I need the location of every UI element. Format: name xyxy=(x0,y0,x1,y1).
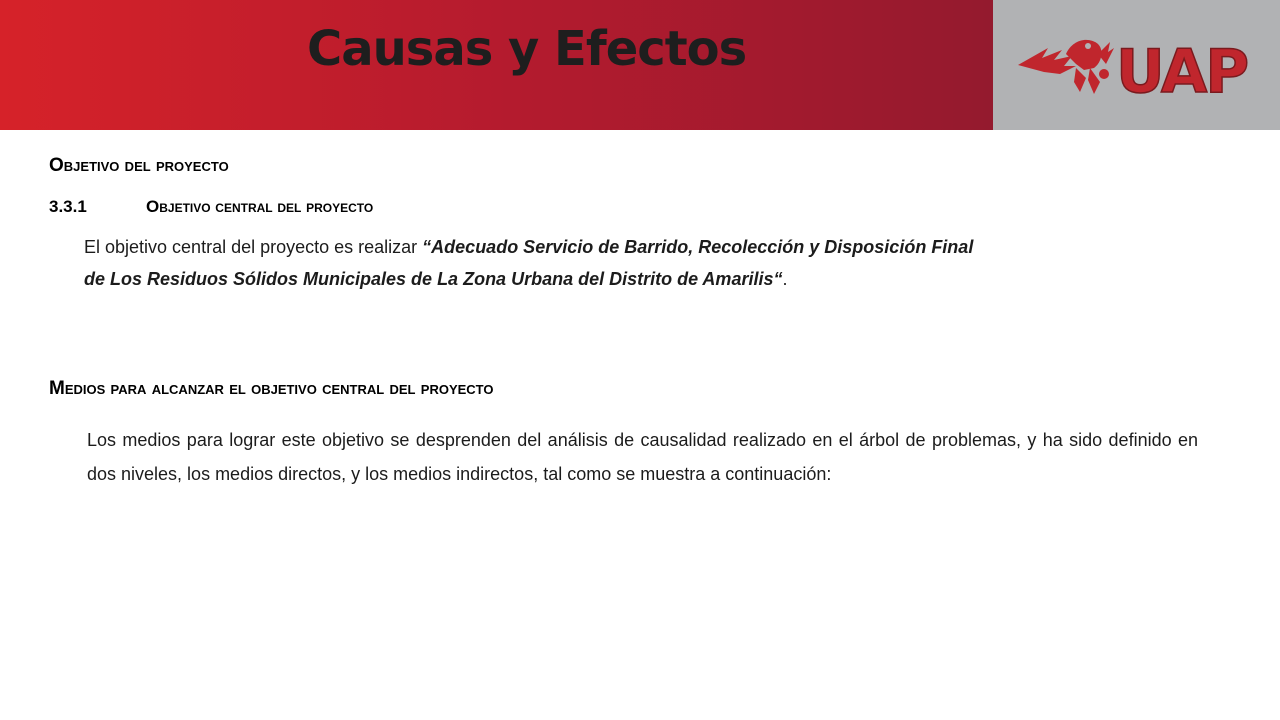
uap-logo-text: UAP xyxy=(1116,37,1248,100)
medios-paragraph: Los medios para lograr este objetivo se desprenden del análisis de causalidad realizado en el árbol de problemas, y ha sido definido en dos niveles, los medios directos, y los medios indirectos, tal como se muestra a continuación: xyxy=(87,430,1198,484)
uap-logo xyxy=(1014,30,1264,100)
section-heading-objetivo: Objetivo del proyecto xyxy=(49,155,229,176)
objective-intro: El objetivo central del proyecto es realizar xyxy=(84,237,423,257)
bird-emblem-icon xyxy=(1018,40,1114,94)
subsection-title: Objetivo central del proyecto xyxy=(146,197,374,216)
objective-end: . xyxy=(782,269,788,289)
slide-title: Causas y Efectos xyxy=(307,21,747,77)
subsection-heading xyxy=(49,197,373,217)
objective-quote: “Adecuado Servicio de Barrido, Recolección y Disposición Final de Los Residuos Sólidos Municipales de La Zona Urbana del Distrito de Amarilis“ xyxy=(84,237,974,289)
section-heading-medios: Medios para alcanzar el objetivo central del proyecto xyxy=(49,378,494,399)
objective-paragraph xyxy=(84,231,974,295)
subsection-number: 3.3.1 xyxy=(49,197,87,216)
